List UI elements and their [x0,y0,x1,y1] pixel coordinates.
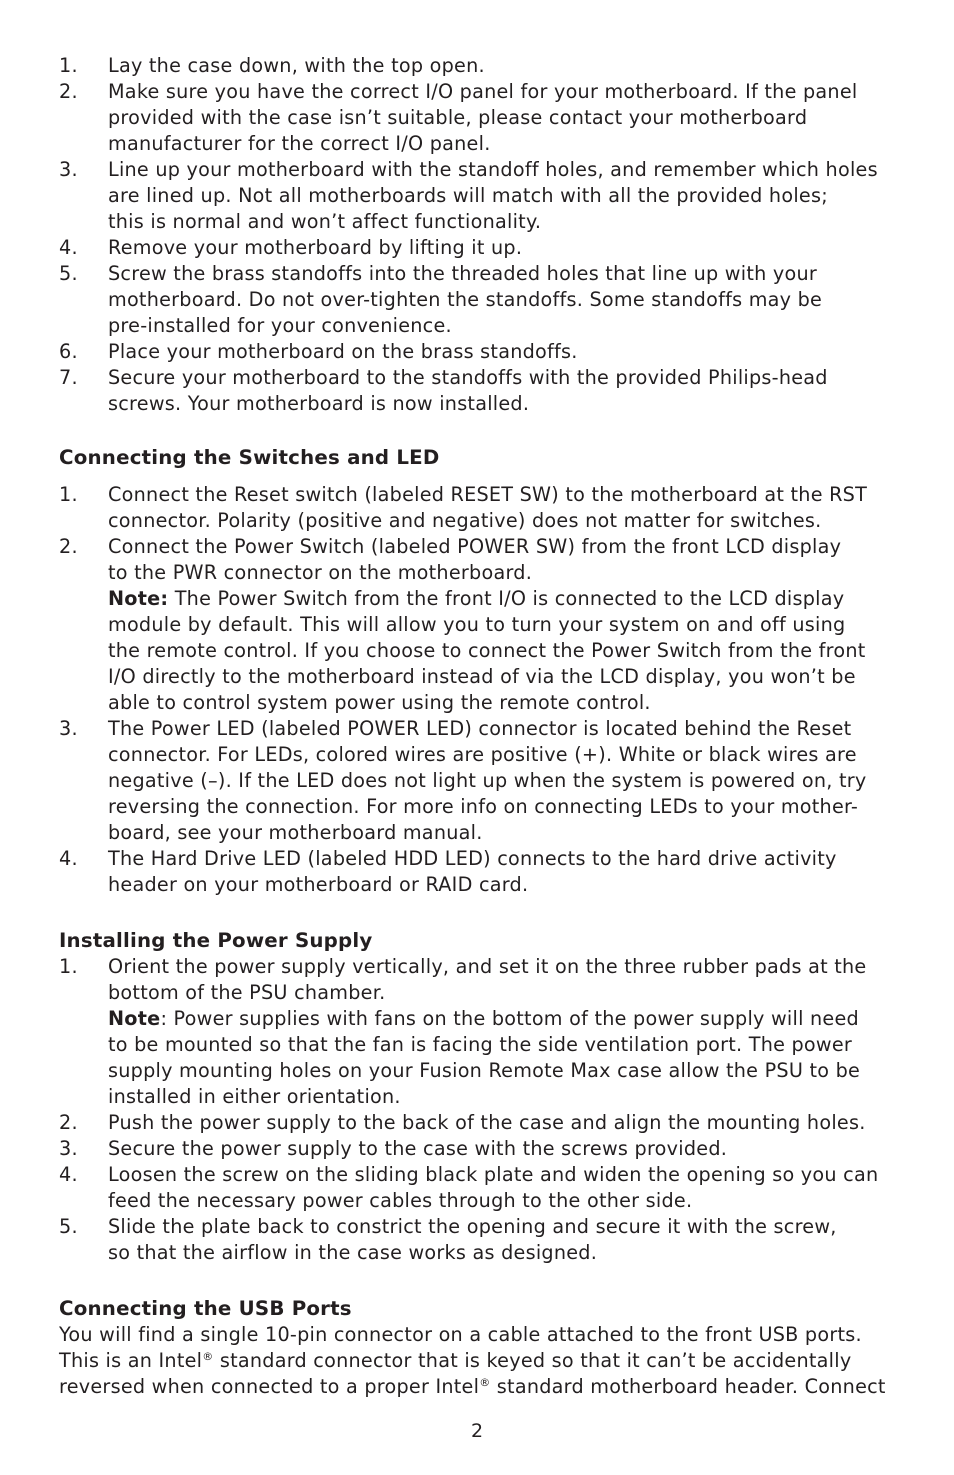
step-text-line: The Power LED (labeled POWER LED) connector is located behind the Reset [108,717,852,740]
list-item [59,1162,904,1214]
note-line [108,1006,904,1032]
step-number: 6. [59,340,78,363]
step-number: 1. [59,54,78,77]
step-text-line: Lay the case down, with the top open. [108,54,485,77]
step-text-line: so that the airflow in the case works as designed. [108,1241,598,1264]
list-item [59,846,904,898]
step-text-line: connector. For LEDs, colored wires are positive (+). White or black wires are [108,743,857,766]
step-text-line: Screw the brass standoffs into the threaded holes that line up with your [108,262,817,285]
step-number: 7. [59,366,78,389]
list-item [59,339,904,365]
note-line: module by default. This will allow you to turn your system on and off using [108,613,846,636]
step-text-line: pre-installed for your convenience. [108,314,452,337]
step-text-line: this is normal and won’t affect functionality. [108,210,542,233]
document-page [59,53,904,1400]
usb-line-3-text: reversed when connected to a proper Intel [59,1375,480,1398]
note-line: the remote control. If you choose to connect the Power Switch from the front [108,639,866,662]
list-item [59,716,904,846]
step-text-line: board, see your motherboard manual. [108,821,483,844]
step-number: 3. [59,158,78,181]
step-number: 5. [59,1215,78,1238]
step-number: 4. [59,1163,78,1186]
step-number: 2. [59,80,78,103]
step-number: 5. [59,262,78,285]
step-text-line: bottom of the PSU chamber. [108,981,386,1004]
list-item [59,1136,904,1162]
step-text-line: Slide the plate back to constrict the opening and secure it with the screw, [108,1215,837,1238]
note-line: supply mounting holes on your Fusion Remote Max case allow the PSU to be [108,1059,861,1082]
note-label: Note [108,1007,161,1030]
step-text-line: screws. Your motherboard is now installed. [108,392,530,415]
step-number: 4. [59,847,78,870]
switches-steps-list [59,482,904,898]
usb-line-3 [59,1374,904,1400]
step-text-line: Orient the power supply vertically, and set it on the three rubber pads at the [108,955,867,978]
list-item [59,53,904,79]
step-text-line: manufacturer for the correct I/O panel. [108,132,491,155]
step-text-line: feed the necessary power cables through to the other side. [108,1189,693,1212]
power-supply-steps-list [59,954,904,1266]
step-number: 2. [59,1111,78,1134]
list-item [59,534,904,716]
note-label: Note: [108,587,169,610]
step-text-line: reversing the connection. For more info on connecting LEDs to your mother- [108,795,859,818]
list-item [59,157,904,235]
power-supply-heading: Installing the Power Supply [59,929,373,952]
list-item [59,79,904,157]
step-text-line: Make sure you have the correct I/O panel for your motherboard. If the panel [108,80,858,103]
step-text-line: to the PWR connector on the motherboard. [108,561,533,584]
step-text-line: The Hard Drive LED (labeled HDD LED) connects to the hard drive activity [108,847,837,870]
step-text-line: Connect the Reset switch (labeled RESET SW) to the motherboard at the RST [108,483,868,506]
list-item [59,954,904,1110]
list-item [59,482,904,534]
step-number: 1. [59,955,78,978]
usb-line-2 [59,1348,904,1374]
list-item [59,1110,904,1136]
install-steps-list [59,53,904,417]
page-number: 2 [470,1420,484,1442]
step-text-line: Place your motherboard on the brass standoffs. [108,340,578,363]
step-text-line: Remove your motherboard by lifting it up. [108,236,523,259]
registered-mark: ® [202,1350,214,1363]
step-text-line: Secure the power supply to the case with the screws provided. [108,1137,728,1160]
step-number: 2. [59,535,78,558]
note-line: installed in either orientation. [108,1085,401,1108]
note-line: able to control system power using the remote control. [108,691,651,714]
step-text-line: Push the power supply to the back of the case and align the mounting holes. [108,1111,866,1134]
step-text-line: provided with the case isn’t suitable, please contact your motherboard [108,106,808,129]
step-text-line: Line up your motherboard with the standoff holes, and remember which holes [108,158,878,181]
registered-mark: ® [479,1376,491,1389]
usb-paragraph [59,1322,904,1400]
note-text: : Power supplies with fans on the bottom of the power supply will need [160,1007,859,1030]
usb-line-1: You will find a single 10-pin connector on a cable attached to the front USB ports. [59,1323,862,1346]
list-item [59,235,904,261]
step-text-line: negative (–). If the LED does not light up when the system is powered on, try [108,769,867,792]
step-text-line: are lined up. Not all motherboards will match with all the provided holes; [108,184,828,207]
step-text-line: Loosen the screw on the sliding black plate and widen the opening so you can [108,1163,879,1186]
step-text-line: header on your motherboard or RAID card. [108,873,529,896]
usb-heading: Connecting the USB Ports [59,1297,352,1320]
usb-line-3-text-rest: standard motherboard header. Connect [490,1375,886,1398]
step-text-line: Connect the Power Switch (labeled POWER SW) from the front LCD display [108,535,842,558]
list-item [59,365,904,417]
list-item [59,1214,904,1266]
step-number: 1. [59,483,78,506]
step-number: 4. [59,236,78,259]
step-number: 3. [59,1137,78,1160]
list-item [59,261,904,339]
usb-line-2-text: This is an Intel [59,1349,203,1372]
step-text-line: motherboard. Do not over-tighten the standoffs. Some standoffs may be [108,288,823,311]
usb-line-2-text-rest: standard connector that is keyed so that it can’t be accidentally [213,1349,852,1372]
step-text-line: Secure your motherboard to the standoffs with the provided Philips-head [108,366,828,389]
note-line: I/O directly to the motherboard instead of via the LCD display, you won’t be [108,665,856,688]
step-number: 3. [59,717,78,740]
switches-heading: Connecting the Switches and LED [59,446,440,469]
note-text: The Power Switch from the front I/O is connected to the LCD display [168,587,845,610]
note-line: to be mounted so that the fan is facing the side ventilation port. The power [108,1033,853,1056]
note-line [108,586,904,612]
step-text-line: connector. Polarity (positive and negative) does not matter for switches. [108,509,822,532]
